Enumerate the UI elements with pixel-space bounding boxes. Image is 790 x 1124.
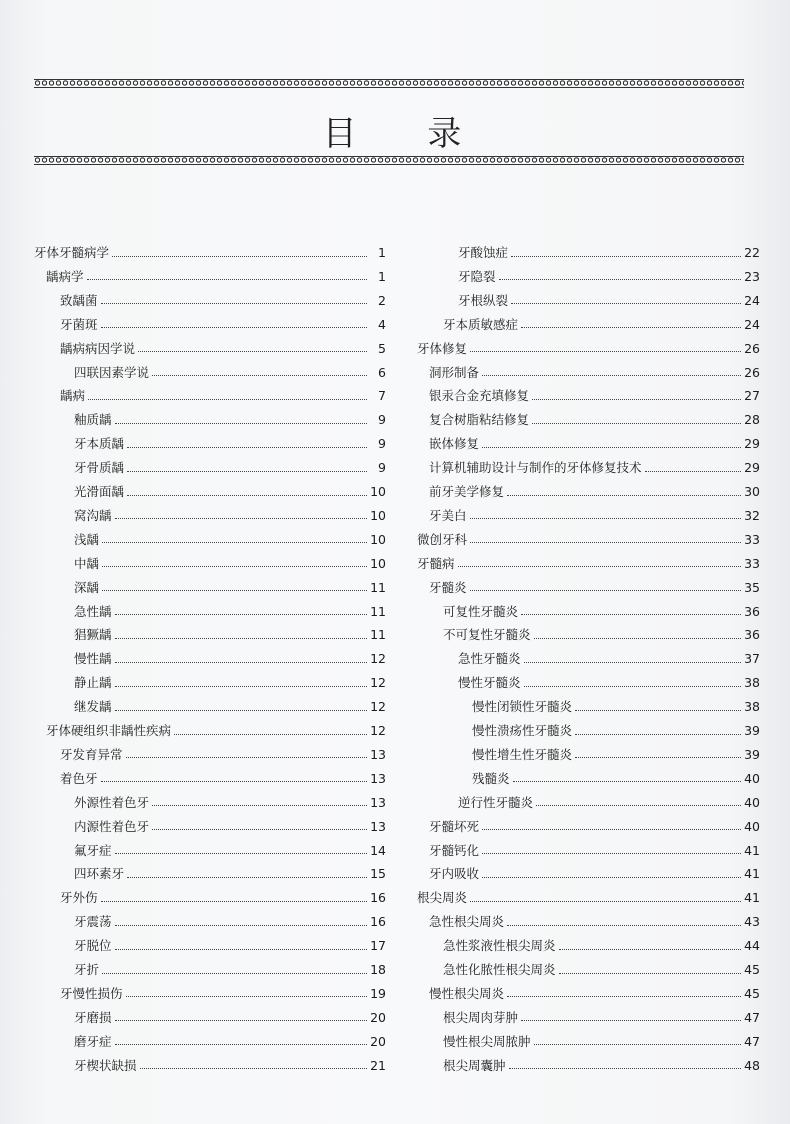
toc-entry-page: 11 [370, 579, 386, 595]
toc-entry-page: 26 [744, 340, 760, 356]
dot-leader [509, 1068, 741, 1069]
toc-entry-page: 9 [378, 412, 386, 428]
toc-entry-title: 慢性增生性牙髓炎 [472, 746, 573, 762]
toc-entry-title: 前牙美学修复 [429, 484, 505, 499]
toc-entry-page: 41 [744, 890, 760, 906]
toc-entry-title: 牙髓钙化 [429, 842, 480, 858]
toc-entry [60, 291, 386, 311]
dot-leader [101, 327, 367, 328]
toc-entry [443, 315, 760, 335]
toc-entry [472, 721, 760, 741]
toc-entry-title: 致龋菌 [60, 292, 98, 308]
toc-entry-page: 12 [370, 675, 386, 691]
toc-entry-page: 1 [378, 268, 386, 284]
toc-entry [429, 841, 760, 861]
dot-leader [559, 949, 741, 950]
toc-entry [46, 721, 386, 741]
toc-entry-page: 30 [744, 484, 760, 499]
toc-entry [417, 554, 760, 574]
toc-entry-title: 根尖周肉芽肿 [443, 1009, 519, 1025]
toc-entry-title: 牙发育异常 [60, 746, 123, 762]
toc-entry-page: 29 [744, 436, 760, 452]
toc-entry-page: 13 [370, 746, 386, 762]
toc-entry-page: 40 [744, 770, 760, 786]
toc-entry-title: 牙震荡 [74, 914, 112, 930]
toc-entry-title: 牙骨质龋 [74, 460, 125, 476]
toc-entry-title: 根尖周囊肿 [443, 1057, 506, 1073]
toc-entry-page: 7 [378, 388, 386, 404]
dot-leader [482, 447, 741, 448]
toc-entry [60, 984, 386, 1004]
dot-leader [499, 279, 741, 280]
toc-entry [472, 697, 760, 717]
toc-entry-page: 38 [744, 675, 760, 691]
toc-entry-page: 15 [370, 866, 386, 882]
toc-entry-title: 光滑面龋 [74, 484, 125, 499]
toc-entry [74, 434, 386, 454]
toc-entry-page: 20 [370, 1033, 386, 1049]
toc-entry-title: 龋病病因学说 [60, 340, 136, 356]
toc-entry-page: 12 [370, 651, 386, 667]
toc-entry-page: 14 [370, 842, 386, 858]
toc-entry-page: 20 [370, 1009, 386, 1025]
dot-leader [482, 853, 741, 854]
dot-leader [101, 901, 367, 902]
dot-leader [470, 590, 741, 591]
toc-entry [443, 1032, 760, 1052]
dot-leader [101, 303, 367, 304]
dot-leader [507, 996, 741, 997]
toc-entry-page: 39 [744, 723, 760, 738]
dot-leader [482, 375, 741, 376]
dot-leader [115, 1044, 367, 1045]
toc-entry [74, 530, 386, 550]
toc-entry-page: 22 [744, 245, 760, 260]
toc-entry-page: 21 [370, 1057, 386, 1073]
toc-entry-page: 24 [744, 316, 760, 332]
toc-entry-title: 慢性根尖周炎 [429, 985, 505, 1001]
toc-entry-title: 慢性根尖周脓肿 [443, 1033, 531, 1049]
dot-leader [470, 901, 741, 902]
toc-entry-title: 牙根纵裂 [458, 292, 509, 308]
dot-leader [127, 495, 367, 496]
toc-entry-title: 牙本质敏感症 [443, 316, 519, 332]
dot-leader [140, 1068, 367, 1069]
toc-entry-title: 浅龋 [74, 531, 100, 547]
toc-entry [74, 554, 386, 574]
toc-entry [443, 960, 760, 980]
toc-entry-title: 急性牙髓炎 [458, 651, 521, 667]
toc-entry-page: 41 [744, 842, 760, 858]
toc-entry-page: 12 [370, 723, 386, 738]
ornamental-border-top [34, 79, 744, 88]
dot-leader [524, 686, 741, 687]
toc-entry [429, 506, 760, 526]
dot-leader [513, 781, 741, 782]
dot-leader [521, 1020, 741, 1021]
toc-entry-page: 18 [370, 962, 386, 977]
toc-entry-title: 残髓炎 [472, 770, 510, 786]
toc-entry-page: 1 [378, 245, 386, 260]
toc-entry-title: 计算机辅助设计与制作的牙体修复技术 [429, 460, 642, 476]
toc-entry [458, 649, 760, 669]
toc-entry [429, 984, 760, 1004]
dot-leader [126, 757, 367, 758]
toc-entry-page: 13 [370, 794, 386, 810]
toc-entry-page: 17 [370, 938, 386, 954]
toc-entry-title: 釉质龋 [74, 412, 112, 428]
toc-entry-page: 10 [370, 555, 386, 571]
toc-entry-title: 慢性闭锁性牙髓炎 [472, 699, 573, 715]
dot-leader [115, 614, 367, 615]
toc-entry [458, 793, 760, 813]
toc-entry [74, 936, 386, 956]
toc-entry-title: 牙髓坏死 [429, 818, 480, 834]
dot-leader [115, 949, 367, 950]
dot-leader [102, 590, 367, 591]
toc-entry-page: 36 [744, 603, 760, 619]
toc-entry [60, 339, 386, 359]
dot-leader [575, 710, 741, 711]
dot-leader [102, 566, 367, 567]
toc-entry-title: 牙体牙髓病学 [34, 245, 110, 260]
dot-leader [152, 805, 367, 806]
toc-entry-page: 10 [370, 531, 386, 547]
dot-leader [115, 925, 367, 926]
dot-leader [559, 973, 741, 974]
dot-leader [138, 351, 367, 352]
dot-leader [521, 614, 741, 615]
dot-leader [482, 829, 741, 830]
toc-entry [60, 386, 386, 406]
toc-entry-page: 13 [370, 818, 386, 834]
toc-entry-page: 2 [378, 292, 386, 308]
toc-entry-page: 24 [744, 292, 760, 308]
toc-entry-page: 12 [370, 699, 386, 715]
toc-entry-title: 内源性着色牙 [74, 818, 150, 834]
toc-entry-page: 47 [744, 1033, 760, 1049]
dot-leader [534, 1044, 741, 1045]
toc-entry [74, 1056, 386, 1076]
dot-leader [470, 351, 741, 352]
toc-entry-title: 牙髓炎 [429, 579, 467, 595]
dot-leader [511, 303, 741, 304]
toc-entry-page: 41 [744, 866, 760, 882]
toc-entry-title: 四联因素学说 [74, 364, 150, 380]
dot-leader [534, 638, 741, 639]
toc-entry-title: 氟牙症 [74, 842, 112, 858]
dot-leader [645, 471, 741, 472]
dot-leader [115, 710, 367, 711]
dot-leader [112, 256, 367, 257]
dot-leader [521, 327, 741, 328]
dot-leader [152, 829, 367, 830]
toc-entry-title: 牙体修复 [417, 340, 468, 356]
toc-entry [74, 458, 386, 478]
toc-entry [443, 1056, 760, 1076]
toc-entry-page: 33 [744, 531, 760, 547]
toc-entry [417, 339, 760, 359]
toc-entry-page: 37 [744, 651, 760, 667]
toc-entry-page: 13 [370, 770, 386, 786]
toc-entry-title: 牙体硬组织非龋性疾病 [46, 723, 172, 738]
toc-entry [74, 506, 386, 526]
toc-entry-page: 5 [378, 340, 386, 356]
toc-entry-page: 48 [744, 1057, 760, 1073]
toc-entry [458, 291, 760, 311]
dot-leader [115, 1020, 367, 1021]
toc-entry [429, 386, 760, 406]
toc-entry-title: 中龋 [74, 555, 100, 571]
toc-entry [74, 625, 386, 645]
toc-entry [429, 578, 760, 598]
page-title: 目 录 [322, 114, 492, 154]
toc-entry-title: 龋病学 [46, 268, 84, 284]
dot-leader [507, 925, 741, 926]
toc-entry [429, 482, 760, 502]
toc-entry [443, 1008, 760, 1028]
dot-leader [115, 423, 367, 424]
toc-entry-title: 牙本质龋 [74, 436, 125, 452]
toc-entry-title: 慢性溃疡性牙髓炎 [472, 723, 573, 738]
toc-entry-page: 4 [378, 316, 386, 332]
toc-entry [443, 936, 760, 956]
toc-entry-title: 急性浆液性根尖周炎 [443, 938, 556, 954]
toc-entry-page: 35 [744, 579, 760, 595]
toc-entry-page: 23 [744, 268, 760, 284]
toc-entry [60, 315, 386, 335]
toc-entry [429, 363, 760, 383]
toc-entry-title: 牙菌斑 [60, 316, 98, 332]
dot-leader [575, 757, 741, 758]
toc-entry-page: 40 [744, 818, 760, 834]
toc-entry-page: 28 [744, 412, 760, 428]
toc-entry-title: 外源性着色牙 [74, 794, 150, 810]
toc-entry [46, 267, 386, 287]
toc-entry [472, 769, 760, 789]
toc-entry-title: 磨牙症 [74, 1033, 112, 1049]
toc-entry [74, 960, 386, 980]
toc-entry [60, 769, 386, 789]
dot-leader [127, 877, 367, 878]
dot-leader [152, 375, 367, 376]
toc-entry-page: 16 [370, 914, 386, 930]
toc-entry [74, 1032, 386, 1052]
toc-entry [74, 410, 386, 430]
toc-entry [429, 458, 760, 478]
toc-entry-page: 10 [370, 484, 386, 499]
toc-entry-page: 47 [744, 1009, 760, 1025]
dot-leader [115, 662, 367, 663]
toc-entry-title: 复合树脂粘结修复 [429, 412, 530, 428]
ornamental-border-bottom [34, 156, 744, 165]
toc-entry-page: 39 [744, 746, 760, 762]
dot-leader [127, 447, 367, 448]
toc-entry-title: 牙慢性损伤 [60, 985, 123, 1001]
dot-leader [575, 734, 741, 735]
toc-entry [74, 673, 386, 693]
toc-entry-title: 逆行性牙髓炎 [458, 794, 534, 810]
toc-entry [74, 602, 386, 622]
toc-entry-title: 银汞合金充填修复 [429, 388, 530, 404]
dot-leader [470, 518, 741, 519]
toc-entry-title: 牙隐裂 [458, 268, 496, 284]
dot-leader [532, 399, 741, 400]
dot-leader [511, 256, 741, 257]
toc-entry [60, 888, 386, 908]
toc-entry-title: 深龋 [74, 579, 100, 595]
toc-entry [429, 912, 760, 932]
toc-entry [60, 745, 386, 765]
toc-entry-title: 静止龋 [74, 675, 112, 691]
toc-entry [74, 482, 386, 502]
toc-entry [429, 410, 760, 430]
toc-entry [74, 864, 386, 884]
toc-entry [429, 434, 760, 454]
toc-entry-page: 9 [378, 436, 386, 452]
toc-entry [443, 602, 760, 622]
toc-entry-title: 牙折 [74, 962, 100, 977]
toc-entry [74, 649, 386, 669]
dot-leader [532, 423, 741, 424]
dot-leader [458, 566, 741, 567]
dot-leader [524, 662, 741, 663]
toc-entry-page: 43 [744, 914, 760, 930]
toc-entry-page: 38 [744, 699, 760, 715]
toc-entry-page: 29 [744, 460, 760, 476]
toc-entry [34, 243, 386, 263]
toc-entry-page: 26 [744, 364, 760, 380]
dot-leader [174, 734, 367, 735]
toc-entry [74, 817, 386, 837]
toc-entry-title: 窝沟龋 [74, 507, 112, 523]
dot-leader [102, 973, 367, 974]
toc-entry-title: 急性龋 [74, 603, 112, 619]
toc-entry-page: 45 [744, 985, 760, 1001]
toc-entry [74, 912, 386, 932]
dot-leader [101, 781, 367, 782]
toc-entry-title: 可复性牙髓炎 [443, 603, 519, 619]
dot-leader [115, 686, 367, 687]
toc-entry-title: 牙磨损 [74, 1009, 112, 1025]
toc-entry [443, 625, 760, 645]
toc-entry-page: 44 [744, 938, 760, 954]
toc-entry-page: 36 [744, 627, 760, 643]
toc-entry-title: 牙楔状缺损 [74, 1057, 137, 1073]
toc-entry-title: 牙脱位 [74, 938, 112, 954]
toc-entry-page: 33 [744, 555, 760, 571]
toc-entry [74, 841, 386, 861]
toc-entry-page: 11 [370, 627, 386, 643]
dot-leader [115, 638, 367, 639]
dot-leader [507, 495, 741, 496]
toc-entry-title: 洞形制备 [429, 364, 480, 380]
dot-leader [115, 853, 367, 854]
toc-entry-page: 11 [370, 603, 386, 619]
toc-entry [74, 578, 386, 598]
dot-leader [127, 471, 367, 472]
toc-entry-title: 牙酸蚀症 [458, 245, 509, 260]
toc-entry [458, 673, 760, 693]
toc-entry-title: 牙外伤 [60, 890, 98, 906]
dot-leader [87, 279, 367, 280]
toc-entry [74, 363, 386, 383]
toc-entry [429, 817, 760, 837]
toc-entry-title: 四环素牙 [74, 866, 125, 882]
toc-entry-page: 27 [744, 388, 760, 404]
toc-entry [74, 697, 386, 717]
toc-entry-title: 牙美白 [429, 507, 467, 523]
toc-entry [458, 243, 760, 263]
toc-entry-page: 9 [378, 460, 386, 476]
dot-leader [470, 542, 741, 543]
toc-entry-title: 微创牙科 [417, 531, 468, 547]
toc-entry-title: 不可复性牙髓炎 [443, 627, 531, 643]
toc-entry-title: 嵌体修复 [429, 436, 480, 452]
toc-entry-title: 牙髓病 [417, 555, 455, 571]
dot-leader [115, 518, 367, 519]
toc-entry-title: 继发龋 [74, 699, 112, 715]
toc-entry [458, 267, 760, 287]
toc-entry-title: 慢性牙髓炎 [458, 675, 521, 691]
toc-entry-page: 40 [744, 794, 760, 810]
dot-leader [482, 877, 741, 878]
toc-entry-page: 6 [378, 364, 386, 380]
toc-entry-title: 急性化脓性根尖周炎 [443, 962, 556, 977]
toc-entry [74, 793, 386, 813]
toc-entry-title: 着色牙 [60, 770, 98, 786]
toc-entry-page: 32 [744, 507, 760, 523]
toc-entry-title: 根尖周炎 [417, 890, 468, 906]
toc-entry [74, 1008, 386, 1028]
toc-entry-title: 牙内吸收 [429, 866, 480, 882]
toc-entry-title: 急性根尖周炎 [429, 914, 505, 930]
toc-entry-page: 19 [370, 985, 386, 1001]
toc-entry-title: 龋病 [60, 388, 86, 404]
dot-leader [536, 805, 741, 806]
toc-entry [472, 745, 760, 765]
toc-entry-page: 16 [370, 890, 386, 906]
dot-leader [102, 542, 367, 543]
toc-entry-page: 45 [744, 962, 760, 977]
toc-entry-page: 10 [370, 507, 386, 523]
toc-entry [417, 888, 760, 908]
toc-entry [417, 530, 760, 550]
toc-entry [429, 864, 760, 884]
dot-leader [126, 996, 367, 997]
dot-leader [88, 399, 367, 400]
toc-entry-title: 猖獗龋 [74, 627, 112, 643]
toc-entry-title: 慢性龋 [74, 651, 112, 667]
